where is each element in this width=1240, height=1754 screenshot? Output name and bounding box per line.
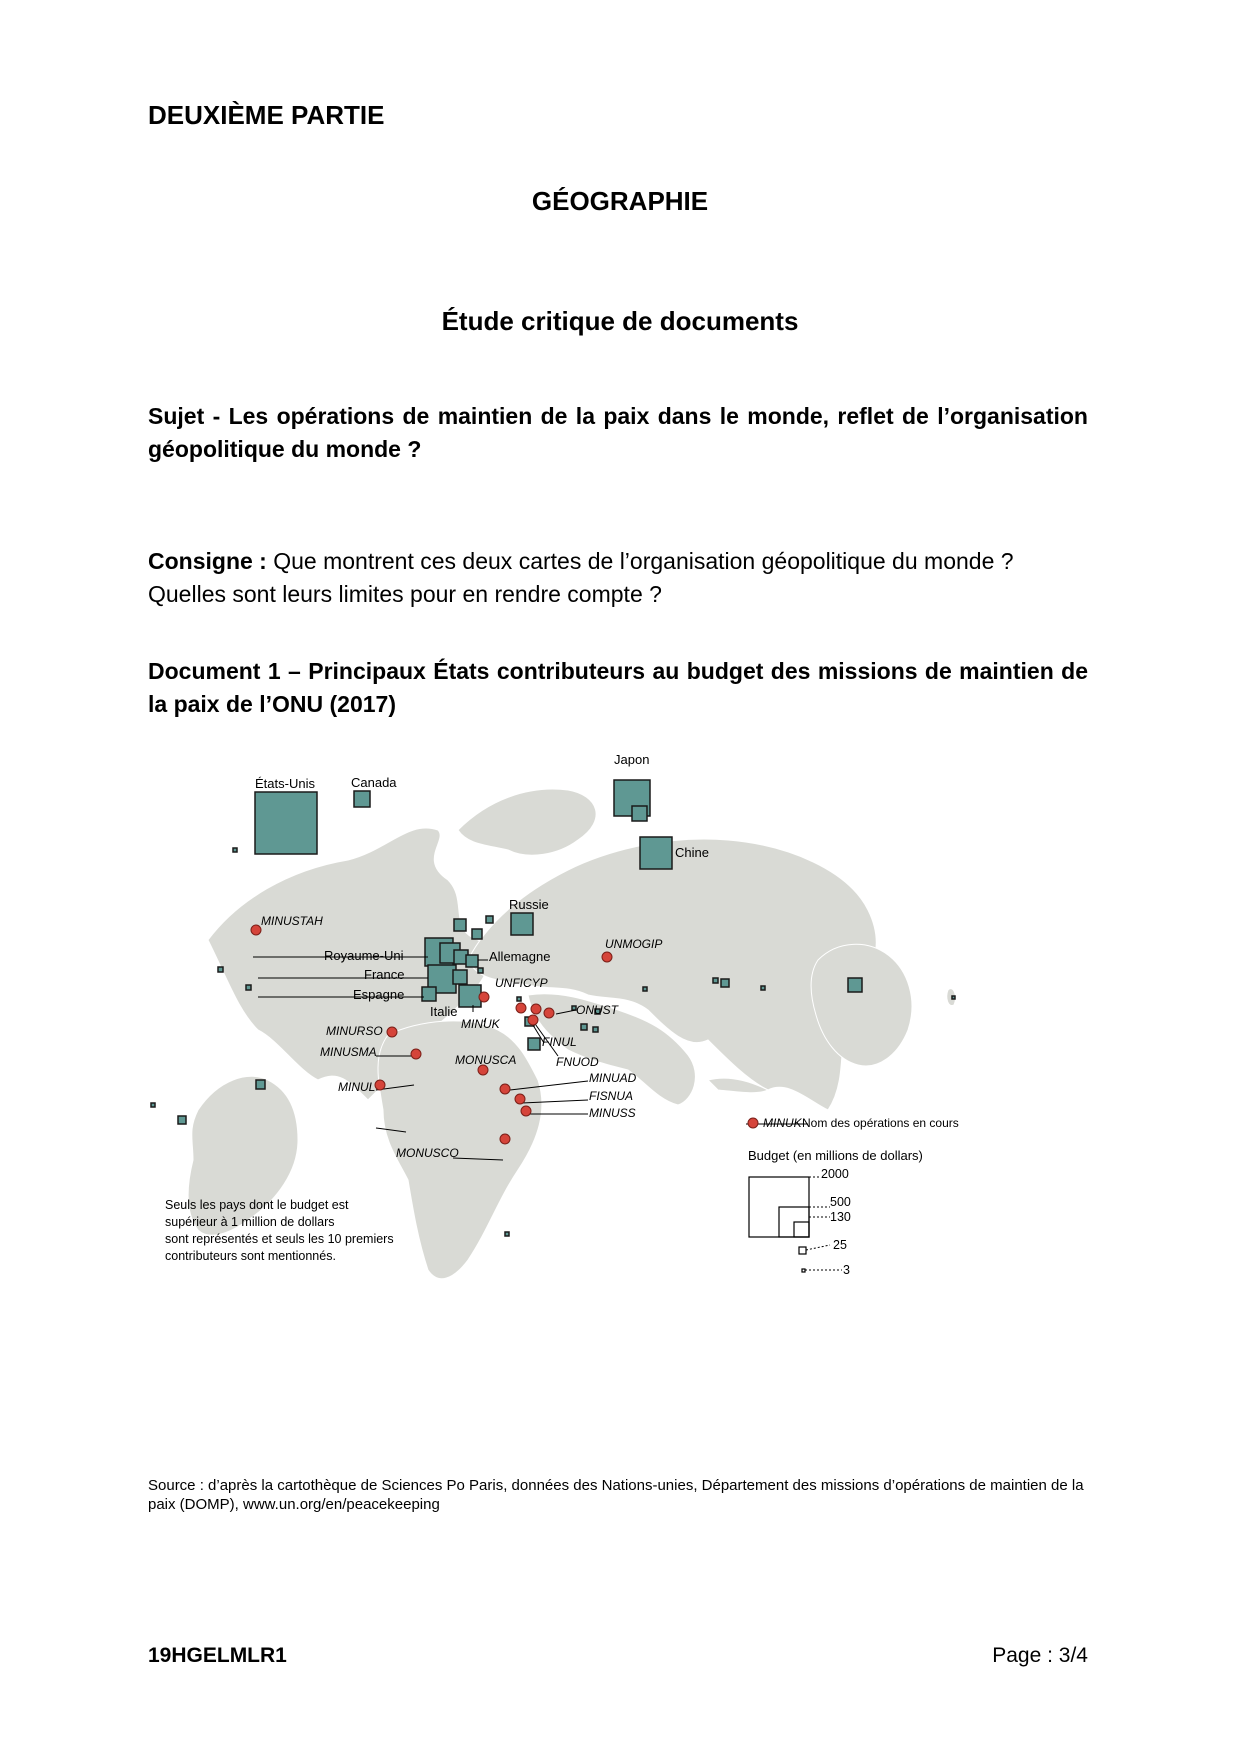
label-japon: Japon bbox=[614, 752, 650, 767]
dot-minusma bbox=[411, 1049, 421, 1059]
note-line-2: supérieur à 1 million de dollars bbox=[165, 1215, 335, 1229]
dot-minuad bbox=[500, 1084, 510, 1094]
legend-value-130: 130 bbox=[830, 1210, 851, 1224]
legend-value-500: 500 bbox=[830, 1195, 851, 1209]
legend-budget-title: Budget (en millions de dollars) bbox=[748, 1148, 923, 1163]
op-unmogip: UNMOGIP bbox=[605, 937, 663, 951]
legend-value-25: 25 bbox=[833, 1238, 847, 1252]
square-chine bbox=[640, 837, 672, 869]
legend-square-25 bbox=[799, 1247, 806, 1254]
source-note: Source : d’après la cartothèque de Sciences Po Paris, données des Nations-unies, Département des missions d’opérations de maintien de la paix (DOMP), www.un.org/en/peacekeeping bbox=[148, 1477, 1084, 1513]
exercise-heading: Étude critique de documents bbox=[441, 306, 799, 336]
square-nordic-3 bbox=[486, 916, 493, 923]
square-nordic-2 bbox=[472, 929, 482, 939]
dot-minurso bbox=[387, 1027, 397, 1037]
dot-onust bbox=[544, 1008, 554, 1018]
legend-operation-dot bbox=[748, 1118, 758, 1128]
label-chine: Chine bbox=[675, 845, 709, 860]
legend-square-130 bbox=[794, 1222, 809, 1237]
op-minuk: MINUK bbox=[461, 1017, 500, 1031]
square-japon-2 bbox=[632, 806, 647, 821]
note-line-4: contributeurs sont mentionnés. bbox=[165, 1249, 336, 1263]
part-heading: DEUXIÈME PARTIE bbox=[148, 100, 385, 130]
square-small-5 bbox=[505, 1232, 509, 1236]
square-small-2 bbox=[218, 967, 223, 972]
land-arctic bbox=[458, 789, 596, 855]
dot-minul bbox=[375, 1080, 385, 1090]
square-gulf bbox=[528, 1038, 540, 1050]
op-minustah: MINUSTAH bbox=[261, 914, 323, 928]
dot-fnuod bbox=[528, 1015, 538, 1025]
square-indonesia bbox=[721, 979, 729, 987]
document1-title: Document 1 – Principaux États contributeurs au budget des missions de maintien de la paix de l’ONU (2017) bbox=[148, 658, 1088, 717]
legend-value-2000: 2000 bbox=[821, 1167, 849, 1181]
square-etats-unis bbox=[255, 792, 317, 854]
op-onust: ONUST bbox=[576, 1003, 618, 1017]
square-italie bbox=[459, 985, 481, 1007]
map-figure bbox=[148, 752, 1108, 1440]
op-minusma: MINUSMA bbox=[320, 1045, 377, 1059]
op-minurso: MINURSO bbox=[326, 1024, 383, 1038]
legend-operation-example: MINUK bbox=[763, 1116, 802, 1130]
footer-page: Page : 3/4 bbox=[992, 1644, 1088, 1667]
square-australia bbox=[848, 978, 862, 992]
label-italie: Italie bbox=[430, 1004, 458, 1019]
op-finul: FINUL bbox=[542, 1035, 577, 1049]
label-royaume-uni: Royaume-Uni bbox=[324, 948, 404, 963]
square-small-12 bbox=[643, 987, 647, 991]
consigne-label: Consigne : bbox=[148, 548, 267, 574]
square-small-3 bbox=[246, 985, 251, 990]
label-canada: Canada bbox=[351, 775, 397, 790]
square-small-4 bbox=[151, 1103, 155, 1107]
square-small-13 bbox=[517, 997, 521, 1001]
subject-heading: GÉOGRAPHIE bbox=[531, 186, 709, 216]
op-minul: MINUL bbox=[338, 1080, 376, 1094]
legend-square-3 bbox=[802, 1269, 805, 1272]
sujet-text: Sujet - Les opérations de maintien de la paix dans le monde, reflet de l’organisation géopolitique du monde ? bbox=[148, 403, 1088, 462]
square-espagne bbox=[422, 987, 436, 1001]
label-allemagne: Allemagne bbox=[489, 949, 551, 964]
dot-finul bbox=[531, 1004, 541, 1014]
legend-operation-text: Nom des opérations en cours bbox=[802, 1116, 959, 1130]
dot-unmogip bbox=[602, 952, 612, 962]
label-espagne: Espagne bbox=[353, 987, 405, 1002]
consigne-text: Que montrent ces deux cartes de l’organisation géopolitique du monde ? Quelles sont leurs limites pour en rendre compte ? bbox=[148, 548, 1014, 607]
label-france: France bbox=[364, 967, 405, 982]
square-small-9 bbox=[713, 978, 718, 983]
legend bbox=[748, 1116, 959, 1277]
note-line-1: Seuls les pays dont le budget est bbox=[165, 1198, 349, 1212]
op-fisnua: FISNUA bbox=[589, 1089, 634, 1103]
dot-minustah bbox=[251, 925, 261, 935]
footer-code: 19HGELMLR1 bbox=[148, 1644, 287, 1667]
square-argentina bbox=[178, 1116, 186, 1124]
op-monusco: MONUSCO bbox=[396, 1146, 459, 1160]
square-small-10 bbox=[761, 986, 765, 990]
square-europe-2 bbox=[453, 970, 467, 984]
peacekeeping-map bbox=[148, 752, 1108, 1440]
square-nordic-1 bbox=[454, 919, 466, 931]
dot-fisnua bbox=[515, 1094, 525, 1104]
square-canada bbox=[354, 791, 370, 807]
square-russie bbox=[511, 913, 533, 935]
square-small-11 bbox=[952, 996, 955, 999]
note-line-3: sont représentés et seuls les 10 premiers bbox=[165, 1232, 394, 1246]
dot-minuk bbox=[479, 992, 489, 1002]
op-fnuod: FNUOD bbox=[556, 1055, 599, 1069]
square-small-14 bbox=[478, 968, 483, 973]
square-brazil bbox=[256, 1080, 265, 1089]
dot-unficyp bbox=[516, 1003, 526, 1013]
op-monusca: MONUSCA bbox=[455, 1053, 517, 1067]
label-russie: Russie bbox=[509, 897, 549, 912]
square-small-7 bbox=[581, 1024, 587, 1030]
op-minuad: MINUAD bbox=[589, 1071, 637, 1085]
square-small-8 bbox=[593, 1027, 598, 1032]
consigne bbox=[148, 545, 1088, 611]
legend-value-3: 3 bbox=[843, 1263, 850, 1277]
square-europe-3 bbox=[466, 955, 478, 967]
op-minuss: MINUSS bbox=[589, 1106, 636, 1120]
square-small-1 bbox=[233, 848, 237, 852]
op-unficyp: UNFICYP bbox=[495, 976, 548, 990]
label-etats-unis: États-Unis bbox=[255, 776, 315, 791]
dot-monusco bbox=[500, 1134, 510, 1144]
dot-minuss bbox=[521, 1106, 531, 1116]
